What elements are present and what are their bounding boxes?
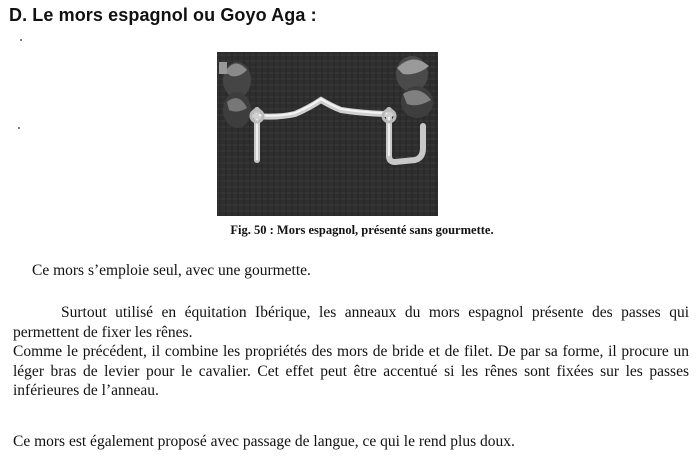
paragraph-description: Surtout utilisé en équitation Ibérique, les anneaux du mors espagnol présente des passes qui permettent de fixer les rênes. Comme le précédent, il combine les propriétés des mors de bride et de filet. De par sa forme, il procure un léger bras de levier pour le cavalier. Cet effet peut être accentué si les rênes sont fixées sur les passes inférieures de l’anneau.: [13, 304, 689, 399]
paragraph-tongue-relief: Ce mors est également proposé avec passage de langue, ce qui le rend plus doux.: [13, 433, 515, 450]
scan-speck: [18, 127, 20, 129]
spanish-bit-illustration: [217, 52, 438, 216]
figure-caption: Fig. 50 : Mors espagnol, présenté sans gourmette.: [230, 223, 494, 237]
bit-photo: [217, 52, 438, 216]
scan-speck: [20, 39, 22, 41]
section-heading: D. Le mors espagnol ou Goyo Aga :: [9, 5, 317, 25]
paragraph-usage: Ce mors s’emploie seul, avec une gourmette.: [32, 262, 311, 279]
